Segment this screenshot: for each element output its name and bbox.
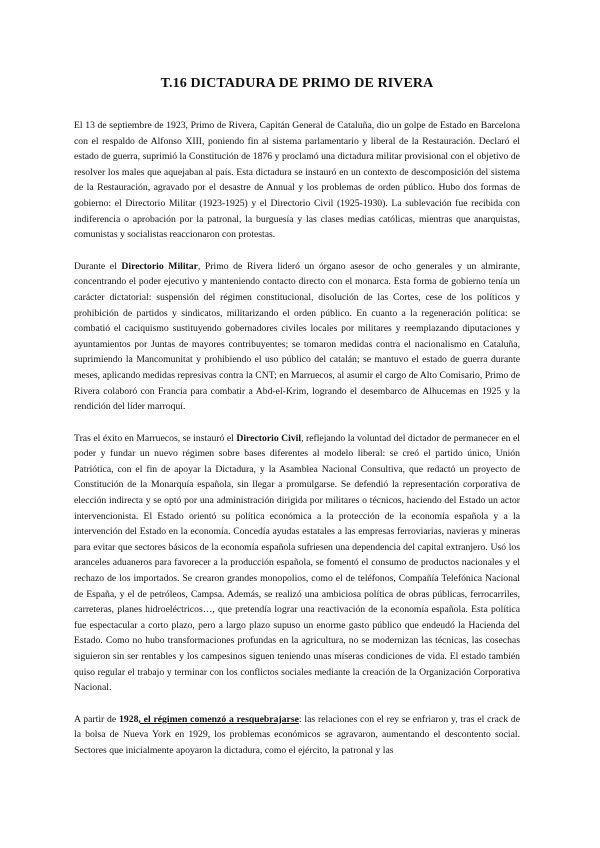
text-run: , Primo de Rivera lideró un órgano asesor de ocho generales y un almirante, concentrando el poder ejecutivo y manteniendo contacto directo con el monarca. Esta forma de gobierno tenía un carácter dictatorial: suspensión del régimen constitucional, disolución de las Cortes, cese de los políticos y prohibición de partidos y sindicatos, militarizando el orden público. En cuanto a la regeneración política: se combatió el caciquismo sustituyendo gobernadores civiles locales por militares y reemplazando diputaciones y ayuntamientos por Juntas de mayores contribuyentes; se tomaron medidas contra el nacionalismo en Cataluña, suprimiendo la Mancomunitat y prohibiendo el uso público del catalán; se mantuvo el estado de guerra durante meses, aplicando medidas represivas contra la CNT; en Marruecos, al asumir el cargo de Alto Comisario, Primo de Rivera colaboró con Francia para combatir a Abd-el-Krim, logrando el desembarco de Alhucemas en 1925 y la rendición del líder marroquí.: [74, 260, 520, 413]
paragraph-directorio-militar: [74, 259, 520, 415]
text-run: : las relaciones con el rey se enfriaron y, tras el crack de la bolsa de Nueva York en 1929, los problemas económicos se agravaron, aumentando el descontento social. Sectores que inicialmente apoyaron la dictadura, como el ejército, la patronal y las: [74, 713, 521, 756]
document-title: T.16 DICTADURA DE PRIMO DE RIVERA: [160, 76, 434, 91]
bold-term-directorio-militar: Directorio Militar: [121, 260, 198, 272]
underlined-phrase: , el régimen comenzó a resquebrajarse: [138, 713, 299, 725]
bold-term-directorio-civil: Directorio Civil: [236, 432, 302, 444]
text-run: A partir de: [74, 713, 120, 725]
paragraph-directorio-civil: [74, 431, 520, 696]
text-run: , reflejando la voluntad del dictador de permanecer en el poder y fundar un nuevo régimen sobre bases diferentes al modelo liberal: se creó el partido único, Unión Patriótica, con el fin de apoyar la Dictadura, y la Asamblea Nacional Consultiva, que redactó un proyecto de Constitución de la Monarquía española, sin llegar a promulgarse. Se defendió la representación corporativa de elección indirecta y se optó por una administración dirigida por militares o técnicos, haciendo del Estado un actor intervencionista. El Estado orientó su política económica a la protección de la economía española y a la intervención del Estado en la economía. Concedía ayudas estatales a las empresas ferroviarias, navieras y mineras para evitar que sectores básicos de la economía española sufriesen una dependencia del capital extranjero. Usó los aranceles aduaneros para favorecer a la producción española, se fomentó el consumo de productos nacionales y el rechazo de los importados. Se crearon grandes monopolios, como el de teléfonos, Compañía Telefónica Nacional de España, y el de petróleos, Campsa. Además, se realizó una ambiciosa política de obras públicas, ferrocarriles, carreteras, planes hidroeléctricos…, que pretendía lograr una reactivación de la economía española. Esta política fue espectacular a corto plazo, pero a largo plazo supuso un enorme gasto público que endeudó la Hacienda del Estado. Como no hubo transformaciones profundas en la agricultura, no se modernizan las técnicas, las cosechas siguieron sin ser rentables y los campesinos siguen teniendo unas míseras condiciones de vida. El estado también quiso regular el trabajo y terminar con los conflictos sociales mediante la creación de la Organización Corporativa Nacional.: [74, 432, 520, 694]
text-run: Durante el: [74, 260, 122, 272]
bold-year-1928: 1928: [119, 713, 139, 725]
paragraph-intro: El 13 de septiembre de 1923, Primo de Rivera, Capitán General de Cataluña, dio un golpe de Estado en Barcelona con el respaldo de Alfonso XIII, poniendo fin al sistema parlamentario y liberal de la Restauración. Declaró el estado de guerra, suprimió la Constitución de 1876 y proclamó una dictadura militar provisional con el objetivo de resolver los males que aquejaban al país. Esta dictadura se instauró en un contexto de descomposición del sistema de la Restauración, agravado por el desastre de Annual y los problemas de orden público. Hubo dos formas de gobierno: el Directorio Militar (1923-1925) y el Directorio Civil (1925-1930). La sublevación fue recibida con indiferencia o aprobación por la patronal, la burguesía y las clases medias católicas, mientras que anarquistas, comunistas y socialistas reaccionaron con protestas.: [74, 120, 520, 241]
paragraph-crisis: [74, 712, 520, 759]
text-run: Tras el éxito en Marruecos, se instauró el: [74, 432, 237, 444]
bold-underlined-phrase: [138, 714, 299, 725]
